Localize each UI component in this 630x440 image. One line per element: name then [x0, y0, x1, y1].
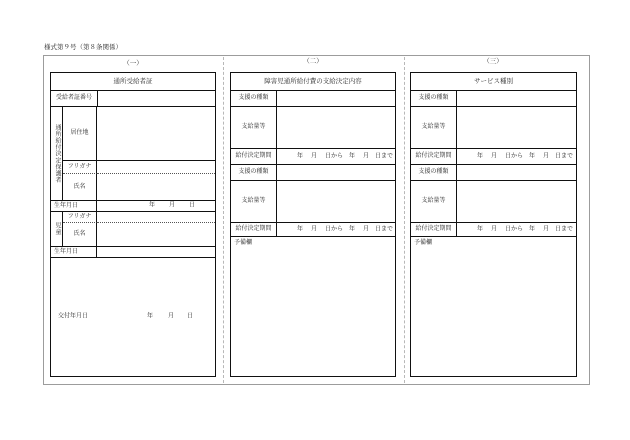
child-birthdate-field	[97, 247, 215, 258]
period-start-month: 月	[491, 226, 498, 232]
form-id: 様式第９号（第８条関係）	[44, 44, 122, 51]
decision-period-field-2	[277, 223, 395, 237]
period-start-day: 日から	[325, 153, 344, 159]
service-support-type-field-1	[457, 91, 576, 107]
panel-label-1: （一）	[123, 60, 143, 67]
issue-date-month-unit: 月	[168, 313, 175, 320]
period-end-month: 月	[363, 153, 370, 159]
service-amount-field-2	[457, 181, 576, 223]
guardian-group-label: 通所給付決定保護者	[54, 123, 60, 184]
service-support-type-label-2: 支援の種類	[411, 165, 457, 181]
certificate-title: 通所受給者証	[51, 73, 215, 91]
guardian-birthdate-day-unit: 日	[189, 202, 196, 209]
issue-date-cell	[51, 258, 215, 376]
period-start-day: 日から	[505, 153, 524, 159]
period-start-year: 年	[297, 226, 304, 232]
guardian-birthdate-field	[97, 201, 215, 212]
panel-label-2: （二）	[303, 58, 323, 65]
period-end-day: 日まで	[555, 153, 574, 159]
decision-title: 障害児通所給付費の支給決定内容	[231, 73, 395, 91]
certificate-table	[50, 72, 216, 377]
decision-support-type-label-2: 支援の種類	[231, 165, 277, 181]
service-period-field-1	[457, 149, 576, 165]
guardian-name-label: 氏名	[63, 174, 97, 201]
decision-amount-label-2: 支給量等	[231, 181, 277, 223]
fold-separator-1	[223, 57, 224, 383]
service-support-type-field-2	[457, 165, 576, 181]
decision-table	[230, 72, 396, 377]
service-remarks-cell	[411, 237, 576, 376]
period-end-year: 年	[529, 226, 536, 232]
decision-support-type-field-1	[277, 91, 395, 107]
guardian-furigana-label: フリガナ	[63, 161, 97, 174]
period-start-day: 日から	[325, 226, 344, 232]
guardian-birthdate-label: 生年月日	[51, 201, 97, 212]
period-start-month: 月	[491, 153, 498, 159]
guardian-address-field	[97, 107, 215, 161]
service-amount-label-1: 支給量等	[411, 107, 457, 149]
child-name-label: 氏名	[63, 223, 97, 247]
period-end-year: 年	[349, 153, 356, 159]
guardian-birthdate-year-unit: 年	[149, 202, 156, 209]
decision-remarks-label: 予備欄	[234, 240, 253, 246]
period-end-year: 年	[529, 153, 536, 159]
service-title: サービス種別	[411, 73, 576, 91]
guardian-birthdate-month-unit: 月	[169, 202, 176, 209]
guardian-address-label: 居住地	[63, 107, 97, 161]
service-period-label-2: 給付決定期間	[411, 223, 457, 237]
recipient-number-label: 受給者証番号	[51, 91, 98, 107]
decision-support-type-field-2	[277, 165, 395, 181]
decision-period-label-2: 給付決定期間	[231, 223, 277, 237]
period-start-year: 年	[297, 153, 304, 159]
period-start-day: 日から	[505, 226, 524, 232]
period-end-day: 日まで	[555, 226, 574, 232]
child-birthdate-label: 生年月日	[51, 247, 97, 258]
child-group-cell	[51, 212, 63, 247]
decision-amount-field-1	[277, 107, 395, 149]
recipient-number-field	[98, 91, 215, 107]
service-table	[410, 72, 577, 377]
issue-date-year-unit: 年	[147, 313, 154, 320]
period-end-month: 月	[363, 226, 370, 232]
issue-date-day-unit: 日	[187, 313, 194, 320]
service-remarks-label: 予備欄	[414, 240, 433, 246]
decision-amount-field-2	[277, 181, 395, 223]
child-furigana-field	[97, 212, 215, 223]
guardian-name-field	[97, 174, 215, 201]
period-start-year: 年	[477, 153, 484, 159]
decision-period-label-1: 給付決定期間	[231, 149, 277, 165]
child-furigana-label: フリガナ	[63, 212, 97, 223]
service-amount-field-1	[457, 107, 576, 149]
period-end-month: 月	[543, 153, 550, 159]
service-period-label-1: 給付決定期間	[411, 149, 457, 165]
decision-remarks-cell	[231, 237, 395, 376]
panel-label-3: （三）	[483, 58, 503, 65]
period-start-year: 年	[477, 226, 484, 232]
guardian-furigana-field	[97, 161, 215, 174]
decision-support-type-label-1: 支援の種類	[231, 91, 277, 107]
period-end-day: 日まで	[375, 226, 394, 232]
child-group-label: 児童	[54, 222, 60, 236]
service-amount-label-2: 支給量等	[411, 181, 457, 223]
period-end-day: 日まで	[375, 153, 394, 159]
period-end-year: 年	[349, 226, 356, 232]
decision-amount-label-1: 支給量等	[231, 107, 277, 149]
guardian-group-cell	[51, 107, 63, 201]
decision-period-field-1	[277, 149, 395, 165]
service-period-field-2	[457, 223, 576, 237]
period-start-month: 月	[311, 153, 318, 159]
period-end-month: 月	[543, 226, 550, 232]
service-support-type-label-1: 支援の種類	[411, 91, 457, 107]
period-start-month: 月	[311, 226, 318, 232]
child-name-field	[97, 223, 215, 247]
fold-separator-2	[404, 57, 405, 383]
issue-date-label: 交付年月日	[58, 313, 89, 320]
